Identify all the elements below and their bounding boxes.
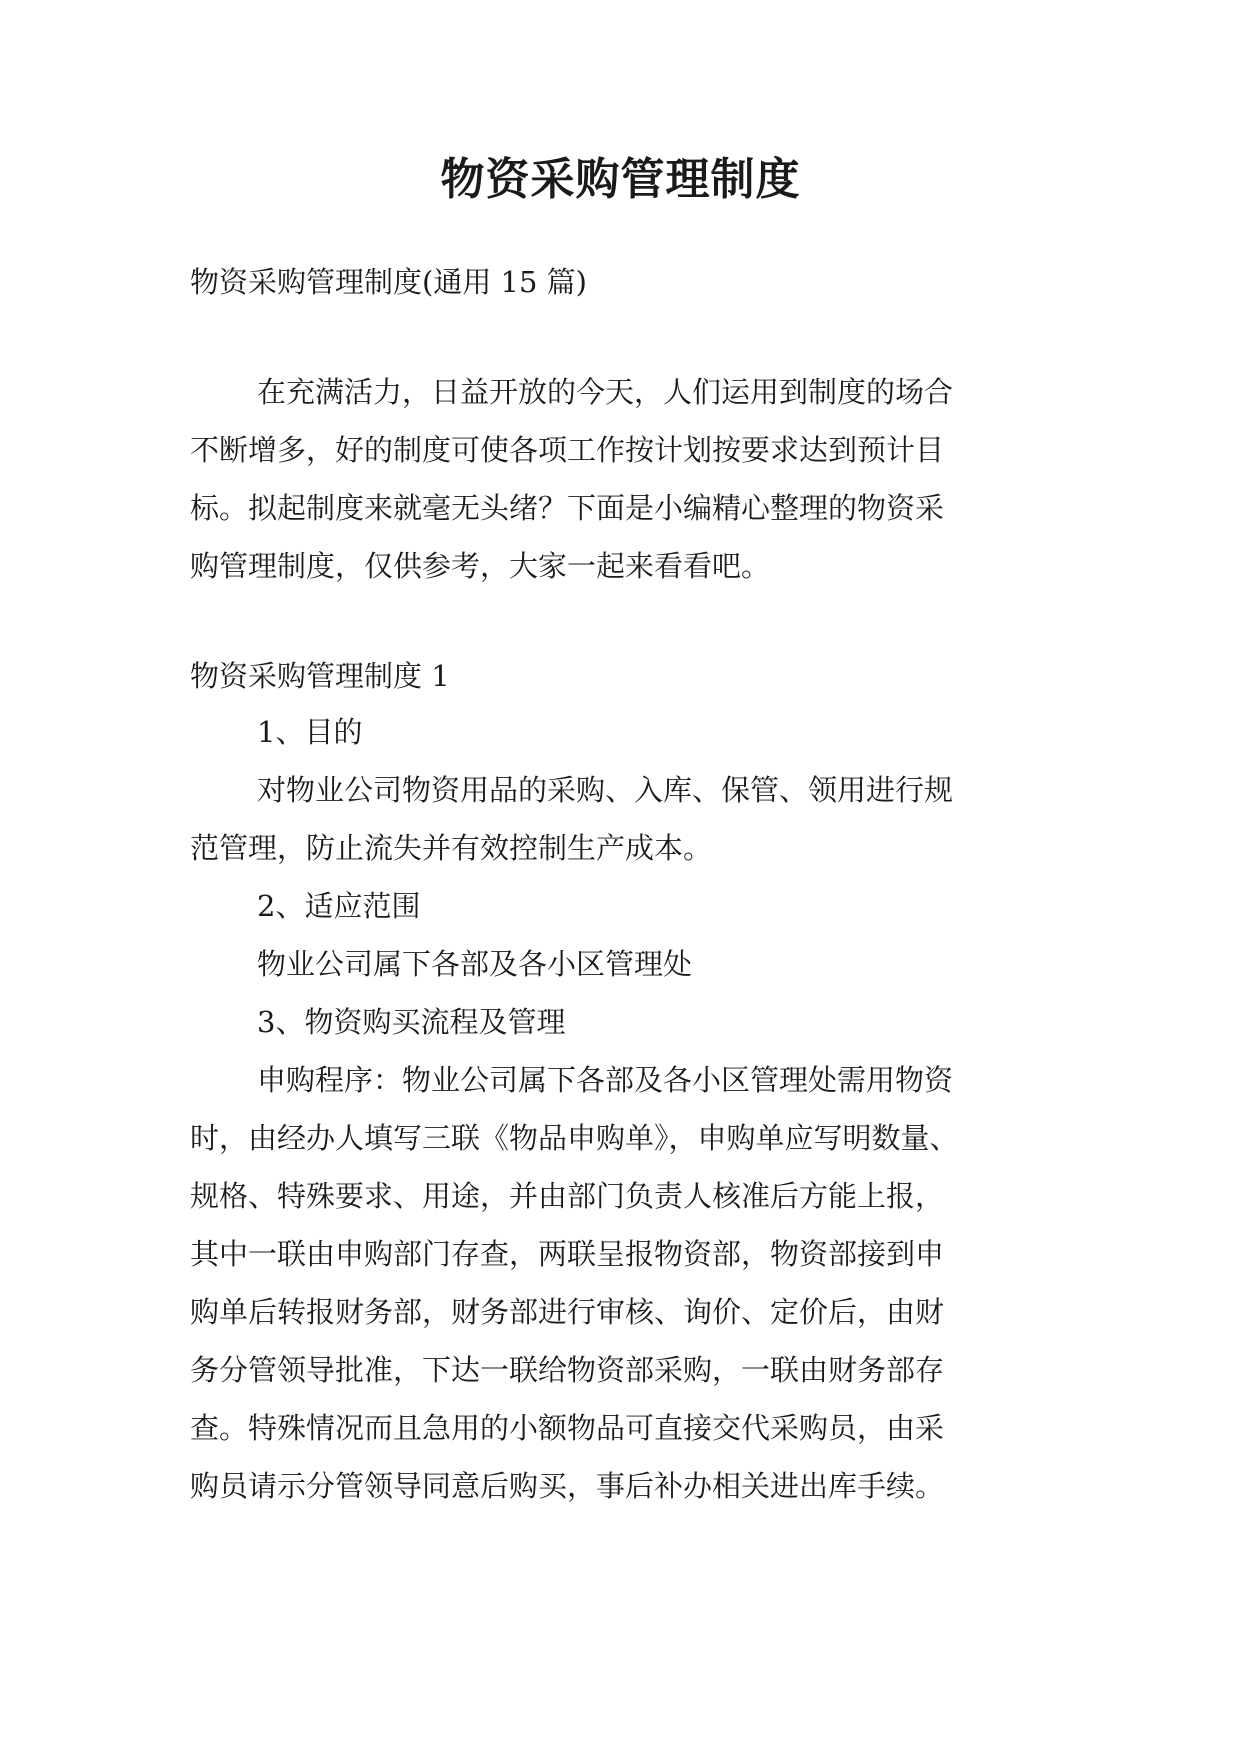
item3-text-line: 务分管领导批准，下达一联给物资部采购，一联由财务部存 (190, 1353, 945, 1387)
item3-text-line: 购单后转报财务部，财务部进行审核、询价、定价后，由财 (190, 1295, 945, 1329)
intro-line: 购管理制度，仅供参考，大家一起来看看吧。 (190, 549, 771, 583)
item3-text-line: 申购程序：物业公司属下各部及各小区管理处需用物资 (257, 1063, 954, 1097)
document-title: 物资采购管理制度 (440, 154, 801, 205)
item3-text-line: 查。特殊情况而且急用的小额物品可直接交代采购员，由采 (190, 1411, 945, 1445)
intro-line: 标。拟起制度来就毫无头绪？下面是小编精心整理的物资采 (190, 491, 945, 525)
item2-text: 物业公司属下各部及各小区管理处 (257, 947, 693, 981)
item3-text-line: 购员请示分管领导同意后购买，事后补办相关进出库手续。 (190, 1469, 945, 1503)
section-heading: 物资采购管理制度 1 (190, 659, 450, 693)
document-subtitle: 物资采购管理制度(通用 15 篇) (190, 265, 587, 299)
item1-heading: 1、目的 (257, 715, 363, 749)
item3-text-line: 规格、特殊要求、用途，并由部门负责人核准后方能上报， (190, 1179, 945, 1213)
item1-text-line: 对物业公司物资用品的采购、入库、保管、领用进行规 (257, 773, 954, 807)
intro-line: 不断增多，好的制度可使各项工作按计划按要求达到预计目 (190, 433, 945, 467)
item1-text-line: 范管理，防止流失并有效控制生产成本。 (190, 831, 713, 865)
item3-heading: 3、物资购买流程及管理 (257, 1005, 566, 1039)
item3-text-line: 其中一联由申购部门存查，两联呈报物资部，物资部接到申 (190, 1237, 945, 1271)
item2-heading: 2、适应范围 (257, 889, 421, 923)
item3-text-line: 时，由经办人填写三联《物品申购单》，申购单应写明数量、 (190, 1121, 959, 1155)
intro-line: 在充满活力，日益开放的今天，人们运用到制度的场合 (257, 375, 954, 409)
